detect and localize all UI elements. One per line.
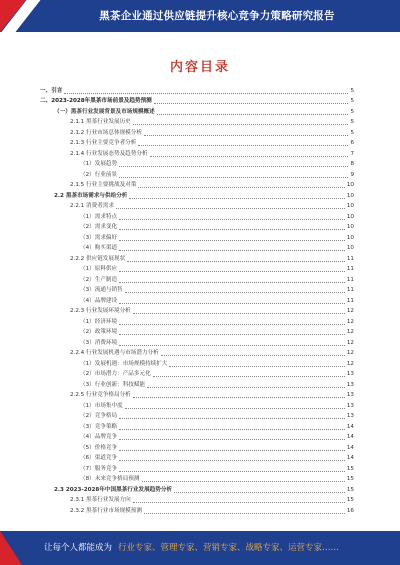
toc-row-label: （3）需求偏好 [80, 234, 118, 241]
toc-row[interactable] [40, 189, 354, 200]
toc-dot-leader [133, 123, 349, 125]
toc-dot-leader [129, 197, 344, 199]
toc-row-page: 10 [346, 213, 354, 220]
toc-dot-leader [153, 375, 345, 377]
footer-slogan-accent: 行业专家、管理专家、营销专家、战略专家、运营专家…… [118, 543, 340, 553]
toc-row-label: （2）政策环境 [80, 329, 118, 335]
toc-dot-leader [119, 438, 345, 440]
toc-dot-leader [154, 102, 349, 104]
toc-dot-leader [64, 92, 348, 94]
toc-row-page: 15 [346, 486, 354, 493]
toc-dot-leader [119, 459, 345, 461]
toc-row-label: （1）原料供应 [80, 266, 118, 272]
toc-row-page: 10 [346, 224, 354, 230]
toc-row-label: （1）发展机遇：市场规模持续扩大 [80, 360, 168, 367]
toc-row-page: 11 [346, 297, 354, 304]
toc-dot-leader [119, 323, 345, 325]
toc-row[interactable] [40, 126, 354, 137]
toc-row[interactable] [40, 294, 354, 305]
toc-dot-leader [142, 480, 345, 482]
toc-row-page: 5 [350, 98, 354, 104]
toc-row-page: 5 [350, 119, 354, 125]
toc-row[interactable] [40, 483, 354, 494]
toc-row[interactable] [40, 105, 354, 116]
toc-dot-leader [150, 155, 349, 157]
toc-row[interactable] [40, 357, 354, 368]
toc-heading: 内容目录 [169, 60, 230, 75]
toc-dot-leader [144, 512, 345, 514]
footer-slogan-lead: 让每个人都能成为 [44, 543, 113, 553]
report-header [0, 0, 400, 32]
toc-row-label: 一、引言 [40, 87, 63, 94]
toc-row[interactable] [40, 147, 354, 158]
toc-dot-leader [119, 270, 345, 272]
toc-row-label: （2）竞争格局 [80, 413, 118, 419]
toc-row-label: （6）渠道竞争 [80, 455, 118, 461]
toc-row-label: （2）市场潜力：产品多元化 [80, 371, 151, 377]
report-footer [0, 531, 400, 565]
toc-dot-leader [161, 354, 345, 356]
toc-row-label: （一）黑茶行业发展背景及市场规模概述 [54, 108, 155, 115]
toc-row-label: 2.1.1 黑茶行业发展历史 [70, 119, 131, 125]
footer-slogan [44, 531, 339, 565]
toc-row-label: 2.1.3 行业主要竞争者分析 [70, 140, 137, 146]
toc-row-page: 5 [350, 129, 354, 136]
toc-dot-leader [119, 281, 345, 283]
toc-row[interactable] [40, 494, 354, 505]
toc-row-label: （4）购买渠道 [80, 245, 118, 251]
toc-row-page: 12 [346, 308, 354, 314]
toc-dot-leader [125, 407, 345, 409]
toc-row-page: 5 [350, 108, 354, 115]
toc-row-label: （4）品牌建设 [80, 297, 118, 304]
toc-row[interactable] [40, 179, 354, 190]
toc-row[interactable] [40, 168, 354, 179]
toc-row-page: 7 [350, 150, 354, 157]
toc-dot-leader [119, 470, 345, 472]
toc-row-page: 13 [346, 413, 354, 419]
toc-row[interactable] [40, 504, 354, 515]
toc-row-page: 9 [350, 171, 354, 178]
toc-row[interactable] [40, 263, 354, 274]
toc-row-label: 2.2.2 供应链发展现状 [70, 255, 126, 262]
toc-row[interactable] [40, 200, 354, 211]
toc-dot-leader [119, 165, 348, 167]
toc-dot-leader [133, 312, 345, 314]
toc-row-label: 2.1.4 行业发展态势及趋势分析 [70, 150, 148, 157]
toc-row-page: 10 [346, 192, 354, 199]
toc-row-page: 12 [346, 329, 354, 335]
toc-row-label: 2.2 黑茶市场需求与供给分析 [54, 192, 128, 199]
toc-row-label: （3）消费环境 [80, 339, 118, 346]
toc-row-label: （5）价格竞争 [80, 444, 118, 451]
toc-row[interactable] [40, 431, 354, 442]
toc-dot-leader [147, 386, 345, 388]
toc-row-page: 12 [346, 360, 354, 367]
toc-row[interactable] [40, 137, 354, 148]
toc-row[interactable] [40, 389, 354, 400]
toc-row[interactable] [40, 252, 354, 263]
toc-dot-leader [125, 291, 345, 293]
toc-row-page: 12 [346, 318, 354, 325]
toc-dot-leader [119, 218, 345, 220]
toc-row[interactable] [40, 158, 354, 169]
toc-dot-leader [119, 449, 345, 451]
toc-dot-leader [169, 365, 344, 367]
toc-row-label: （1）需求特点 [80, 213, 118, 220]
toc-row[interactable] [40, 347, 354, 358]
toc-row[interactable] [40, 210, 354, 221]
toc-row-label: 2.2.3 行业发展环境分析 [70, 308, 131, 314]
toc-row[interactable] [40, 452, 354, 463]
toc-row-label: 2.3.1 黑茶行业发展方向 [70, 497, 131, 503]
toc-row-page: 11 [346, 276, 354, 283]
footer-red-accent [0, 531, 22, 565]
toc-dot-leader [133, 396, 345, 398]
toc-dot-leader [133, 501, 345, 503]
toc-row-page: 13 [346, 402, 354, 409]
toc-dot-leader [119, 417, 345, 419]
toc-row-label: （1）发展趋势 [80, 161, 118, 167]
toc-row-label: （7）服务竞争 [80, 465, 118, 472]
toc-dot-leader [138, 186, 345, 188]
toc-row[interactable] [40, 420, 354, 431]
toc-row-page: 15 [346, 465, 354, 472]
toc-row-label: （3）竞争策略 [80, 423, 118, 430]
toc-row[interactable] [40, 473, 354, 484]
toc-row[interactable] [40, 221, 354, 232]
toc-row[interactable] [40, 305, 354, 316]
toc-row-label: 2.1.2 行业市场总体规模分析 [70, 129, 142, 136]
toc-row[interactable] [40, 326, 354, 337]
toc-row-page: 8 [350, 161, 354, 167]
toc-row-page: 11 [346, 255, 354, 262]
toc-row-label: （4）品牌竞争 [80, 434, 118, 440]
toc-row[interactable] [40, 273, 354, 284]
toc-row-label: （3）行业创新：科技赋能 [80, 381, 146, 388]
toc-row-page: 14 [346, 434, 354, 440]
toc-dot-leader [138, 144, 348, 146]
table-of-contents [40, 84, 354, 515]
toc-row-page: 14 [346, 444, 354, 451]
toc-row[interactable] [40, 315, 354, 326]
toc-row[interactable] [40, 368, 354, 379]
toc-row-label: 2.1.5 行业主要挑战及对策 [70, 182, 137, 188]
toc-dot-leader [119, 228, 345, 230]
toc-row-page: 13 [346, 371, 354, 377]
toc-row-label: （2）需求变化 [80, 224, 118, 230]
toc-row-page: 11 [346, 287, 354, 293]
toc-row-page: 15 [346, 497, 354, 503]
toc-dot-leader [119, 176, 348, 178]
toc-row[interactable] [40, 441, 354, 452]
toc-row-label: 2.2.4 行业发展机遇与市场潜力分析 [70, 350, 159, 356]
toc-row-page: 13 [346, 381, 354, 388]
toc-dot-leader [127, 260, 345, 262]
toc-row-label: （8）未来竞争格局预测 [80, 476, 140, 482]
toc-row-label: 2.3 2023-2028年中国黑茶行业发展趋势分析 [54, 486, 173, 493]
report-title: 黑茶企业通过供应链提升核心竞争力策略研究报告 [99, 10, 335, 22]
toc-row-page: 5 [350, 87, 354, 94]
toc-row-label: （2）生产制造 [80, 276, 118, 283]
toc-dot-leader [119, 239, 345, 241]
toc-row[interactable] [40, 95, 354, 106]
toc-row-page: 16 [346, 507, 354, 514]
toc-row[interactable] [40, 284, 354, 295]
toc-row-label: （3）流通与销售 [80, 287, 123, 293]
toc-dot-leader [119, 302, 345, 304]
toc-row[interactable] [40, 378, 354, 389]
toc-row[interactable] [40, 462, 354, 473]
toc-row-label: （2）行业前景 [80, 171, 118, 178]
toc-row[interactable] [40, 336, 354, 347]
toc-dot-leader [119, 428, 345, 430]
toc-dot-leader [119, 344, 345, 346]
toc-row-label: 2.3.2 黑茶行业市场规模预测 [70, 507, 142, 514]
toc-row-page: 11 [346, 266, 354, 272]
toc-row[interactable] [40, 242, 354, 253]
toc-row[interactable] [40, 399, 354, 410]
toc-row-page: 10 [346, 182, 354, 188]
toc-row-label: 二、2023-2028年黑茶市场前景及趋势预测 [40, 98, 152, 104]
toc-row-page: 15 [346, 476, 354, 482]
toc-row-label: （1）市场集中度 [80, 402, 123, 409]
toc-dot-leader [119, 249, 345, 251]
toc-row-page: 13 [346, 392, 354, 398]
toc-row[interactable] [40, 410, 354, 421]
toc-row[interactable] [40, 116, 354, 127]
toc-row-page: 14 [346, 423, 354, 430]
toc-row-page: 12 [346, 339, 354, 346]
toc-row-page: 12 [346, 350, 354, 356]
toc-row-page: 10 [346, 234, 354, 241]
toc-dot-leader [157, 113, 349, 115]
toc-row[interactable] [40, 231, 354, 242]
toc-row-page: 6 [350, 140, 354, 146]
toc-row-label: 2.2.5 行业竞争格局分析 [70, 392, 131, 398]
toc-dot-leader [174, 491, 345, 493]
toc-row-label: （1）经济环境 [80, 318, 118, 325]
toc-dot-leader [116, 207, 345, 209]
toc-row-page: 14 [346, 455, 354, 461]
toc-row-label: 2.2.1 消费者需求 [70, 203, 114, 209]
toc-dot-leader [144, 134, 348, 136]
toc-row-page: 10 [346, 245, 354, 251]
toc-row[interactable] [40, 84, 354, 95]
toc-row-page: 10 [346, 203, 354, 209]
toc-dot-leader [119, 333, 345, 335]
